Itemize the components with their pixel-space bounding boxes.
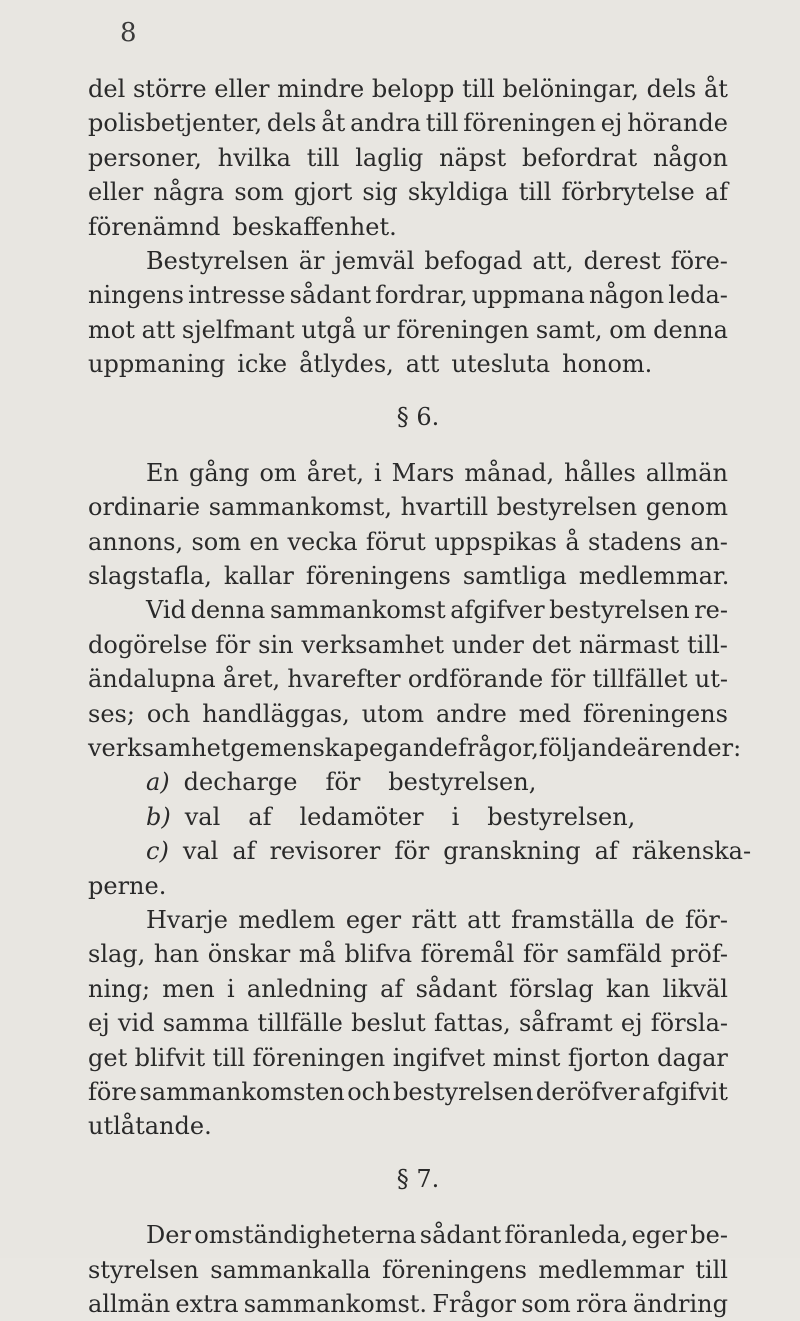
- paragraph-proposals: [88, 903, 728, 1144]
- paragraph-expulsion: [88, 244, 728, 382]
- list-item-text: decharge för bestyrelsen,: [183, 768, 537, 797]
- agenda-list: [88, 765, 752, 903]
- text-line: Bestyrelsen är jemväl befogad att, derest före-: [146, 246, 728, 275]
- text-line: förenämnd beskaffenhet.: [88, 212, 397, 241]
- text-line: ningens intresse sådant fordrar, uppmana någon leda-: [88, 281, 728, 310]
- text-line: Der omständigheterna sådant föranleda, eger be-: [146, 1221, 728, 1250]
- paragraph-annual-meeting: [88, 456, 728, 594]
- list-marker: a): [146, 768, 170, 797]
- text-line: eller några som gjort sig skyldiga till förbrytelse af: [88, 178, 728, 207]
- text-line: del större eller mindre belopp till belöningar, dels åt: [88, 75, 728, 103]
- text-line: styrelsen sammankalla föreningens medlemmar till: [88, 1255, 728, 1284]
- text-line: Vid denna sammankomst afgifver bestyrelsen re-: [146, 596, 728, 625]
- text-line: före sammankomsten och bestyrelsen deröfver afgifvit: [88, 1077, 728, 1106]
- text-line: perne.: [88, 871, 167, 900]
- text-line: ordinarie sammankomst, hvartill bestyrelsen genom: [88, 493, 728, 522]
- text-line: slagstafla, kallar föreningens samtliga medlemmar.: [88, 562, 730, 591]
- text-line: ändalupna året, hvarefter ordförande för tillfället ut-: [88, 665, 728, 694]
- list-item-text: val af revisorer för granskning af räkenska-: [182, 837, 752, 866]
- list-item-text: val af ledamöter i bestyrelsen,: [184, 802, 636, 831]
- text-line: En gång om året, i Mars månad, hålles allmän: [146, 458, 728, 487]
- text-line: uppmaning icke åtlydes, att utesluta honom.: [88, 350, 653, 379]
- text-line: polisbetjenter, dels åt andra till föreningen ej hörande: [88, 109, 728, 138]
- text-line: ning; men i anledning af sådant förslag kan likväl: [88, 974, 728, 1003]
- text-line: verksamhet gemenskap egande frågor, följande ärender:: [88, 734, 742, 763]
- text-line: get blifvit till föreningen ingifvet minst fjorton dagar: [88, 1043, 728, 1072]
- text-line: slag, han önskar må blifva föremål för samfäld pröf-: [88, 940, 728, 969]
- text-line: dogörelse för sin verksamhet under det närmast till-: [88, 630, 728, 659]
- text-line: mot att sjelfmant utgå ur föreningen samt, om denna: [88, 315, 728, 344]
- paragraph-meeting-agenda: [88, 593, 742, 765]
- section-heading-7: § 7.: [396, 1164, 440, 1193]
- text-line: personer, hvilka till laglig näpst befordrat någon: [88, 143, 728, 172]
- paragraph-extra-meeting: [88, 1218, 728, 1321]
- page-number: 8: [120, 18, 137, 48]
- list-marker: c): [146, 837, 169, 866]
- list-item: [88, 800, 728, 834]
- text-line: allmän extra sammankomst. Frågor som röra ändring: [88, 1289, 728, 1318]
- text-line: ej vid samma tillfälle beslut fattas, såframt ej försla-: [88, 1009, 728, 1038]
- list-marker: b): [146, 802, 171, 831]
- text-line: annons, som en vecka förut uppspikas å stadens an-: [88, 527, 728, 556]
- list-item: [88, 765, 728, 799]
- body-text: [88, 72, 752, 1321]
- paragraph-rewards: [88, 72, 728, 244]
- list-item: [88, 834, 752, 868]
- text-line: Hvarje medlem eger rätt att framställa de för-: [146, 905, 728, 934]
- text-line: utlåtande.: [88, 1112, 212, 1141]
- section-heading-6: § 6.: [396, 402, 440, 431]
- text-line: ses; och handläggas, utom andre med föreningens: [88, 699, 728, 728]
